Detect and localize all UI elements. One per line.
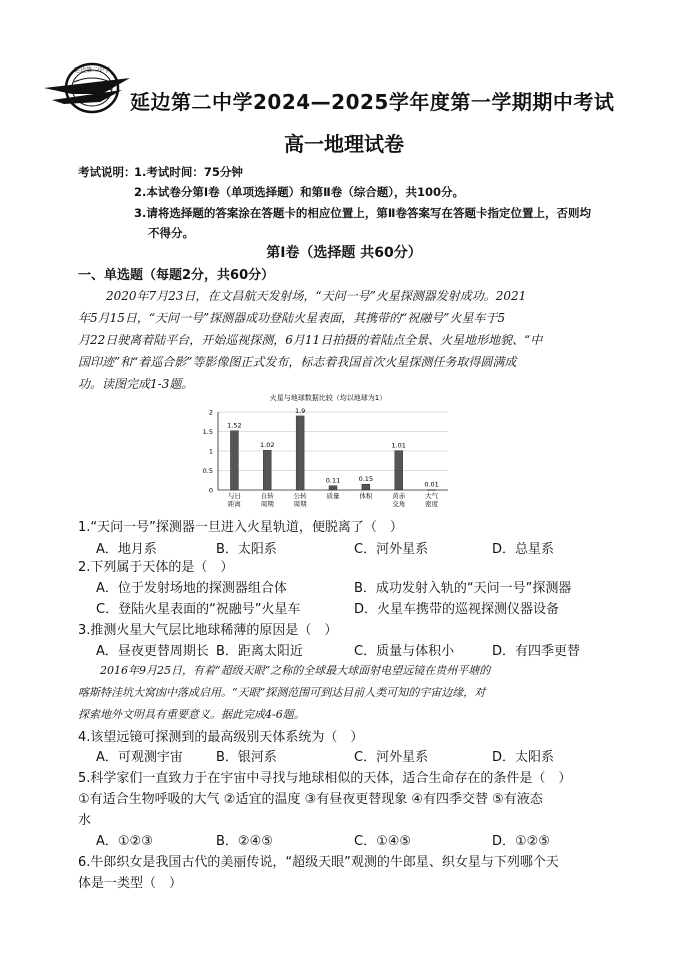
passage2-line: 探索地外文明具有重要意义。据此完成4-6题。 (78, 708, 305, 721)
bar (296, 416, 304, 490)
question-5-cont: 水 (78, 813, 92, 828)
x-tick-label: 公转 (293, 492, 307, 500)
passage2-line: 喀斯特洼坑大窝凼中落成启用。“天眼”探测范围可到达目前人类可知的宇宙边缘，对 (78, 686, 486, 699)
q5-option-a: A．①②③ (96, 834, 153, 849)
question-1: 1.“天问一号”探测器一旦进入火星轨道，便脱离了（ ） (78, 520, 403, 535)
bar (230, 431, 238, 490)
q1-option-a: A．地月系 (96, 542, 157, 557)
x-tick-label: 交角 (392, 500, 406, 508)
q1-option-c: C．河外星系 (354, 542, 429, 557)
x-tick-label: 周期 (293, 500, 307, 508)
q1-option-b: B．太阳系 (216, 542, 277, 557)
q2-option-b: B．成功发射入轨的“天问一号”探测器 (354, 581, 572, 596)
school-logo (42, 60, 134, 122)
q4-option-c: C．河外星系 (354, 750, 429, 765)
passage1-line: 2020年7月23日，在文昌航天发射场，“天问一号”火星探测器发射成功。2021 (106, 289, 527, 303)
bar-value-label: 0.15 (358, 475, 374, 484)
x-tick-label: 距离 (227, 500, 241, 508)
x-tick-label: 密度 (425, 500, 439, 508)
q4-option-d: D．太阳系 (492, 750, 555, 765)
y-tick-label: 0.5 (202, 467, 213, 475)
y-tick-label: 2 (208, 408, 213, 417)
bar (428, 490, 436, 491)
q4-option-a: A．可观测宇宙 (96, 750, 183, 765)
bar-value-label: 1.02 (260, 441, 275, 450)
instruction-3-cont: 不得分。 (148, 226, 194, 240)
bar-value-label: 0.01 (424, 480, 439, 489)
question-6: 6.牛郎织女是我国古代的美丽传说，“超级天眼”观测的牛郎星、织女星与下列哪个天 (78, 855, 559, 870)
question-3: 3.推测火星大气层比地球稀薄的原因是（ ） (78, 623, 338, 638)
bar (395, 451, 403, 490)
passage1-line: 年5月15日，“天问一号”探测器成功登陆火星表面，其携带的“祝融号”火星车于5 (78, 311, 506, 325)
bar (329, 486, 337, 490)
x-tick-label: 大气 (425, 492, 439, 500)
y-tick-label: 1 (208, 447, 213, 456)
instruction-3: 3.请将选择题的答案涂在答题卡的相应位置上，第Ⅱ卷答案写在答题卡指定位置上，否则均 (134, 206, 591, 220)
y-tick-label: 1.5 (202, 428, 213, 436)
x-tick-label: 体积 (359, 492, 373, 500)
mars-earth-chart (198, 392, 458, 514)
instructions-label: 考试说明： (78, 165, 136, 179)
bar-value-label: 1.9 (294, 406, 306, 415)
x-tick-label: 黄赤 (392, 492, 406, 500)
question-5: 5.科学家们一直致力于在宇宙中寻找与地球相似的天体，适合生命存在的条件是（ ） (78, 771, 572, 786)
question-5-choices: ①有适合生物呼吸的大气 ②适宜的温度 ③有昼夜更替现象 ④有四季交替 ⑤有液态 (78, 792, 543, 807)
x-tick-label: 自转 (260, 492, 274, 500)
chart-title: 火星与地球数据比较（均以地球为1） (269, 394, 387, 402)
y-tick-label: 0 (208, 486, 213, 495)
passage1-line: 月22日驶离着陆平台，开始巡视探测，6月11日拍摄的着陆点全景、火星地形地貌、“中 (78, 333, 543, 347)
x-tick-label: 与日 (227, 492, 241, 500)
bar (362, 484, 370, 490)
q2-option-d: D．火星车携带的巡视探测仪器设备 (354, 602, 560, 617)
section-title: 第Ⅰ卷（选择题 共60分） (266, 245, 422, 261)
x-tick-label: 周期 (260, 500, 274, 508)
question-4: 4.该望远镜可探测到的最高级别天体系统为（ ） (78, 730, 364, 745)
q3-option-d: D．有四季更替 (492, 644, 581, 659)
q5-option-b: B．②④⑤ (216, 834, 273, 849)
passage1-line: 功。读图完成1-3题。 (78, 377, 194, 391)
instruction-2: 2.本试卷分第Ⅰ卷（单项选择题）和第Ⅱ卷（综合题），共100分。 (134, 185, 464, 199)
x-tick-label: 质量 (326, 492, 340, 500)
passage2-line: 2016年9月25日，有着“超级天眼”之称的全球最大球面射电望远镜在贵州平塘的 (100, 664, 491, 677)
bar (263, 450, 271, 490)
q2-option-c: C．登陆火星表面的“祝融号”火星车 (96, 602, 301, 617)
q3-option-a: A．昼夜更替周期长 (96, 644, 209, 659)
q3-option-c: C．质量与体积小 (354, 644, 455, 659)
bar-value-label: 0.11 (325, 476, 341, 485)
bar-value-label: 1.52 (227, 421, 242, 430)
question-6-cont: 体是一类型（ ） (78, 876, 183, 891)
question-2: 2.下列属于天体的是（ ） (78, 560, 234, 575)
q5-option-c: C．①④⑤ (354, 834, 412, 849)
part-heading: 一、单选题（每题2分，共60分） (78, 268, 275, 283)
q5-option-d: D．①②⑤ (492, 834, 550, 849)
passage1-line: 国印迹”和“着巡合影”等影像图正式发布，标志着我国首次火星探测任务取得圆满成 (78, 355, 517, 369)
q3-option-b: B．距离太阳近 (216, 644, 303, 659)
exam-title: 延边第二中学2024—2025学年度第一学期期中考试 (130, 90, 615, 114)
instruction-1: 1.考试时间：75分钟 (134, 165, 243, 179)
q2-option-a: A．位于发射场地的探测器组合体 (96, 581, 287, 596)
q1-option-d: D．总星系 (492, 542, 555, 557)
bar-value-label: 1.01 (391, 441, 406, 450)
exam-subtitle: 高一地理试卷 (284, 132, 404, 156)
logo-text: 延边第二中学 (73, 67, 111, 74)
q4-option-b: B．银河系 (216, 750, 277, 765)
